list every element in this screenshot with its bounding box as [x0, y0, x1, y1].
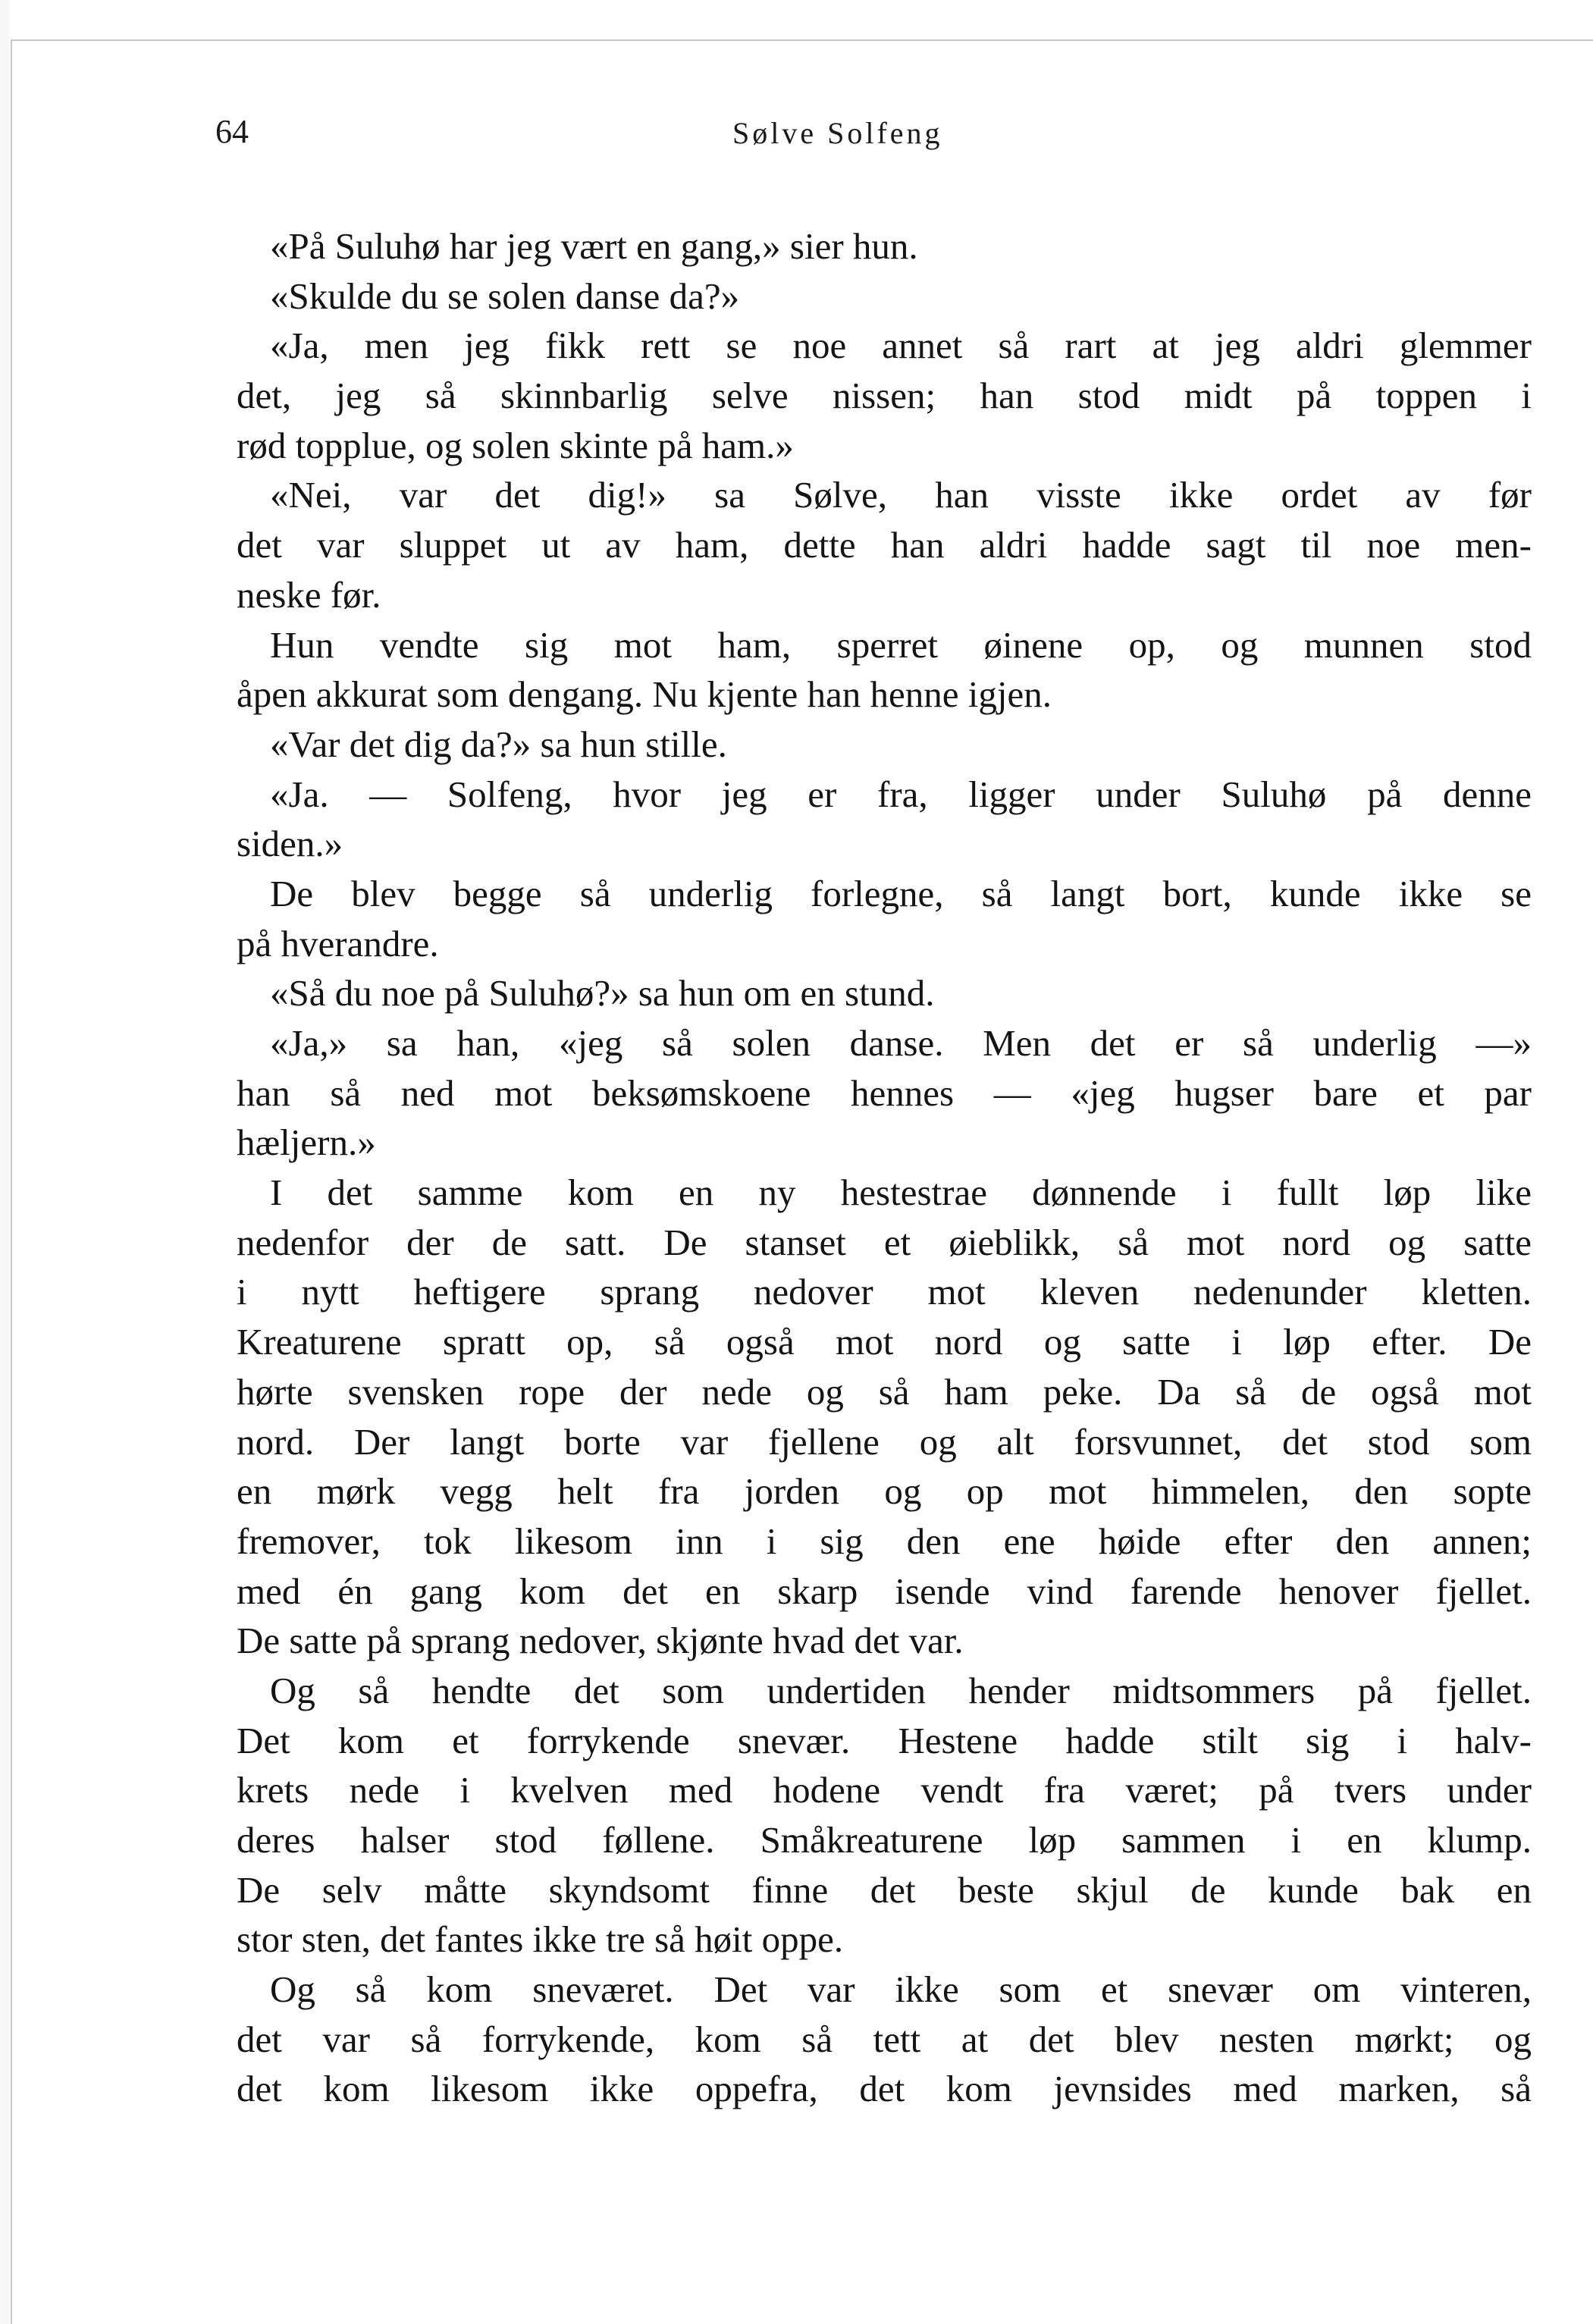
text-line: med én gang kom det en skarp isende vind farende henover fjellet.	[237, 1570, 1532, 1612]
text-line: hørte svensken rope der nede og så ham peke. Da så de også mot	[237, 1370, 1532, 1413]
text-line: i nytt heftigere sprang nedover mot kleven nedenunder kletten.	[237, 1271, 1532, 1313]
text-line: Det kom et forrykende snevær. Hestene hadde stilt sig i halv-	[237, 1719, 1532, 1761]
text-line: De satte på sprang nedover, skjønte hvad det var.	[237, 1620, 964, 1662]
body-text	[237, 221, 1532, 2114]
text-line: «Så du noe på Suluhø?» sa hun om en stund.	[270, 972, 935, 1015]
text-line: åpen akkurat som dengang. Nu kjente han henne igjen.	[237, 673, 1052, 716]
text-line: deres halser stod føllene. Småkreaturene løp sammen i en klump.	[237, 1819, 1532, 1861]
text-line: hæljern.»	[237, 1121, 376, 1164]
text-line: «Var det dig da?» sa hun stille.	[270, 723, 727, 765]
text-line: det var så forrykende, kom så tett at det blev nesten mørkt; og	[237, 2018, 1532, 2060]
text-line: på hverandre.	[237, 922, 439, 964]
text-line: det var sluppet ut av ham, dette han aldri hadde sagt til noe men-	[237, 524, 1532, 566]
text-line: Og så kom sneværet. Det var ikke som et snevær om vinteren,	[270, 1968, 1532, 2011]
text-line: fremover, tok likesom inn i sig den ene høide efter den annen;	[237, 1520, 1532, 1562]
text-line: «Nei, var det dig!» sa Sølve, han visste ikke ordet av før	[270, 474, 1532, 516]
text-line: siden.»	[237, 823, 343, 865]
running-head	[0, 112, 1593, 173]
text-line: han så ned mot beksømskoene hennes — «jeg hugser bare et par	[237, 1071, 1532, 1114]
text-line: «Ja, men jeg fikk rett se noe annet så rart at jeg aldri glemmer	[270, 325, 1532, 367]
text-line: nord. Der langt borte var fjellene og alt forsvunnet, det stod som	[237, 1420, 1532, 1463]
text-line: «Skulde du se solen danse da?»	[270, 274, 740, 317]
text-line: «Ja. — Solfeng, hvor jeg er fra, ligger under Suluhø på denne	[270, 773, 1532, 815]
text-line: I det samme kom en ny hestestrae dønnende i fullt løp like	[270, 1171, 1532, 1214]
text-line: en mørk vegg helt fra jorden og op mot himmelen, den sopte	[237, 1470, 1532, 1513]
text-line: rød topplue, og solen skinte på ham.»	[237, 424, 794, 466]
text-line: Kreaturene spratt op, så også mot nord og satte i løp efter. De	[237, 1321, 1532, 1363]
text-line: «Ja,» sa han, «jeg så solen danse. Men det er så underlig —»	[270, 1022, 1532, 1064]
scan-margin	[0, 0, 9, 2324]
text-line: det, jeg så skinnbarlig selve nissen; han stod midt på toppen i	[237, 375, 1532, 417]
text-line: «På Suluhø har jeg vært en gang,» sier hun.	[270, 225, 918, 267]
running-title: Sølve Solfeng	[732, 116, 943, 150]
text-line: krets nede i kvelven med hodene vendt fra været; på tvers under	[237, 1769, 1532, 1811]
text-line: Og så hendte det som undertiden hender midtsommers på fjellet.	[270, 1669, 1532, 1711]
text-line: nedenfor der de satt. De stanset et øieblikk, så mot nord og satte	[237, 1221, 1532, 1263]
text-line: det kom likesom ikke oppefra, det kom jevnsides med marken, så	[237, 2068, 1532, 2110]
page-number: 64	[215, 113, 249, 150]
text-line: neske før.	[237, 573, 381, 616]
text-line: De selv måtte skyndsomt finne det beste skjul de kunde bak en	[237, 1868, 1532, 1911]
text-line: Hun vendte sig mot ham, sperret øinene op, og munnen stod	[270, 623, 1532, 666]
text-line: De blev begge så underlig forlegne, så langt bort, kunde ikke se	[270, 872, 1532, 914]
text-line: stor sten, det fantes ikke tre så høit oppe.	[237, 1918, 844, 1961]
